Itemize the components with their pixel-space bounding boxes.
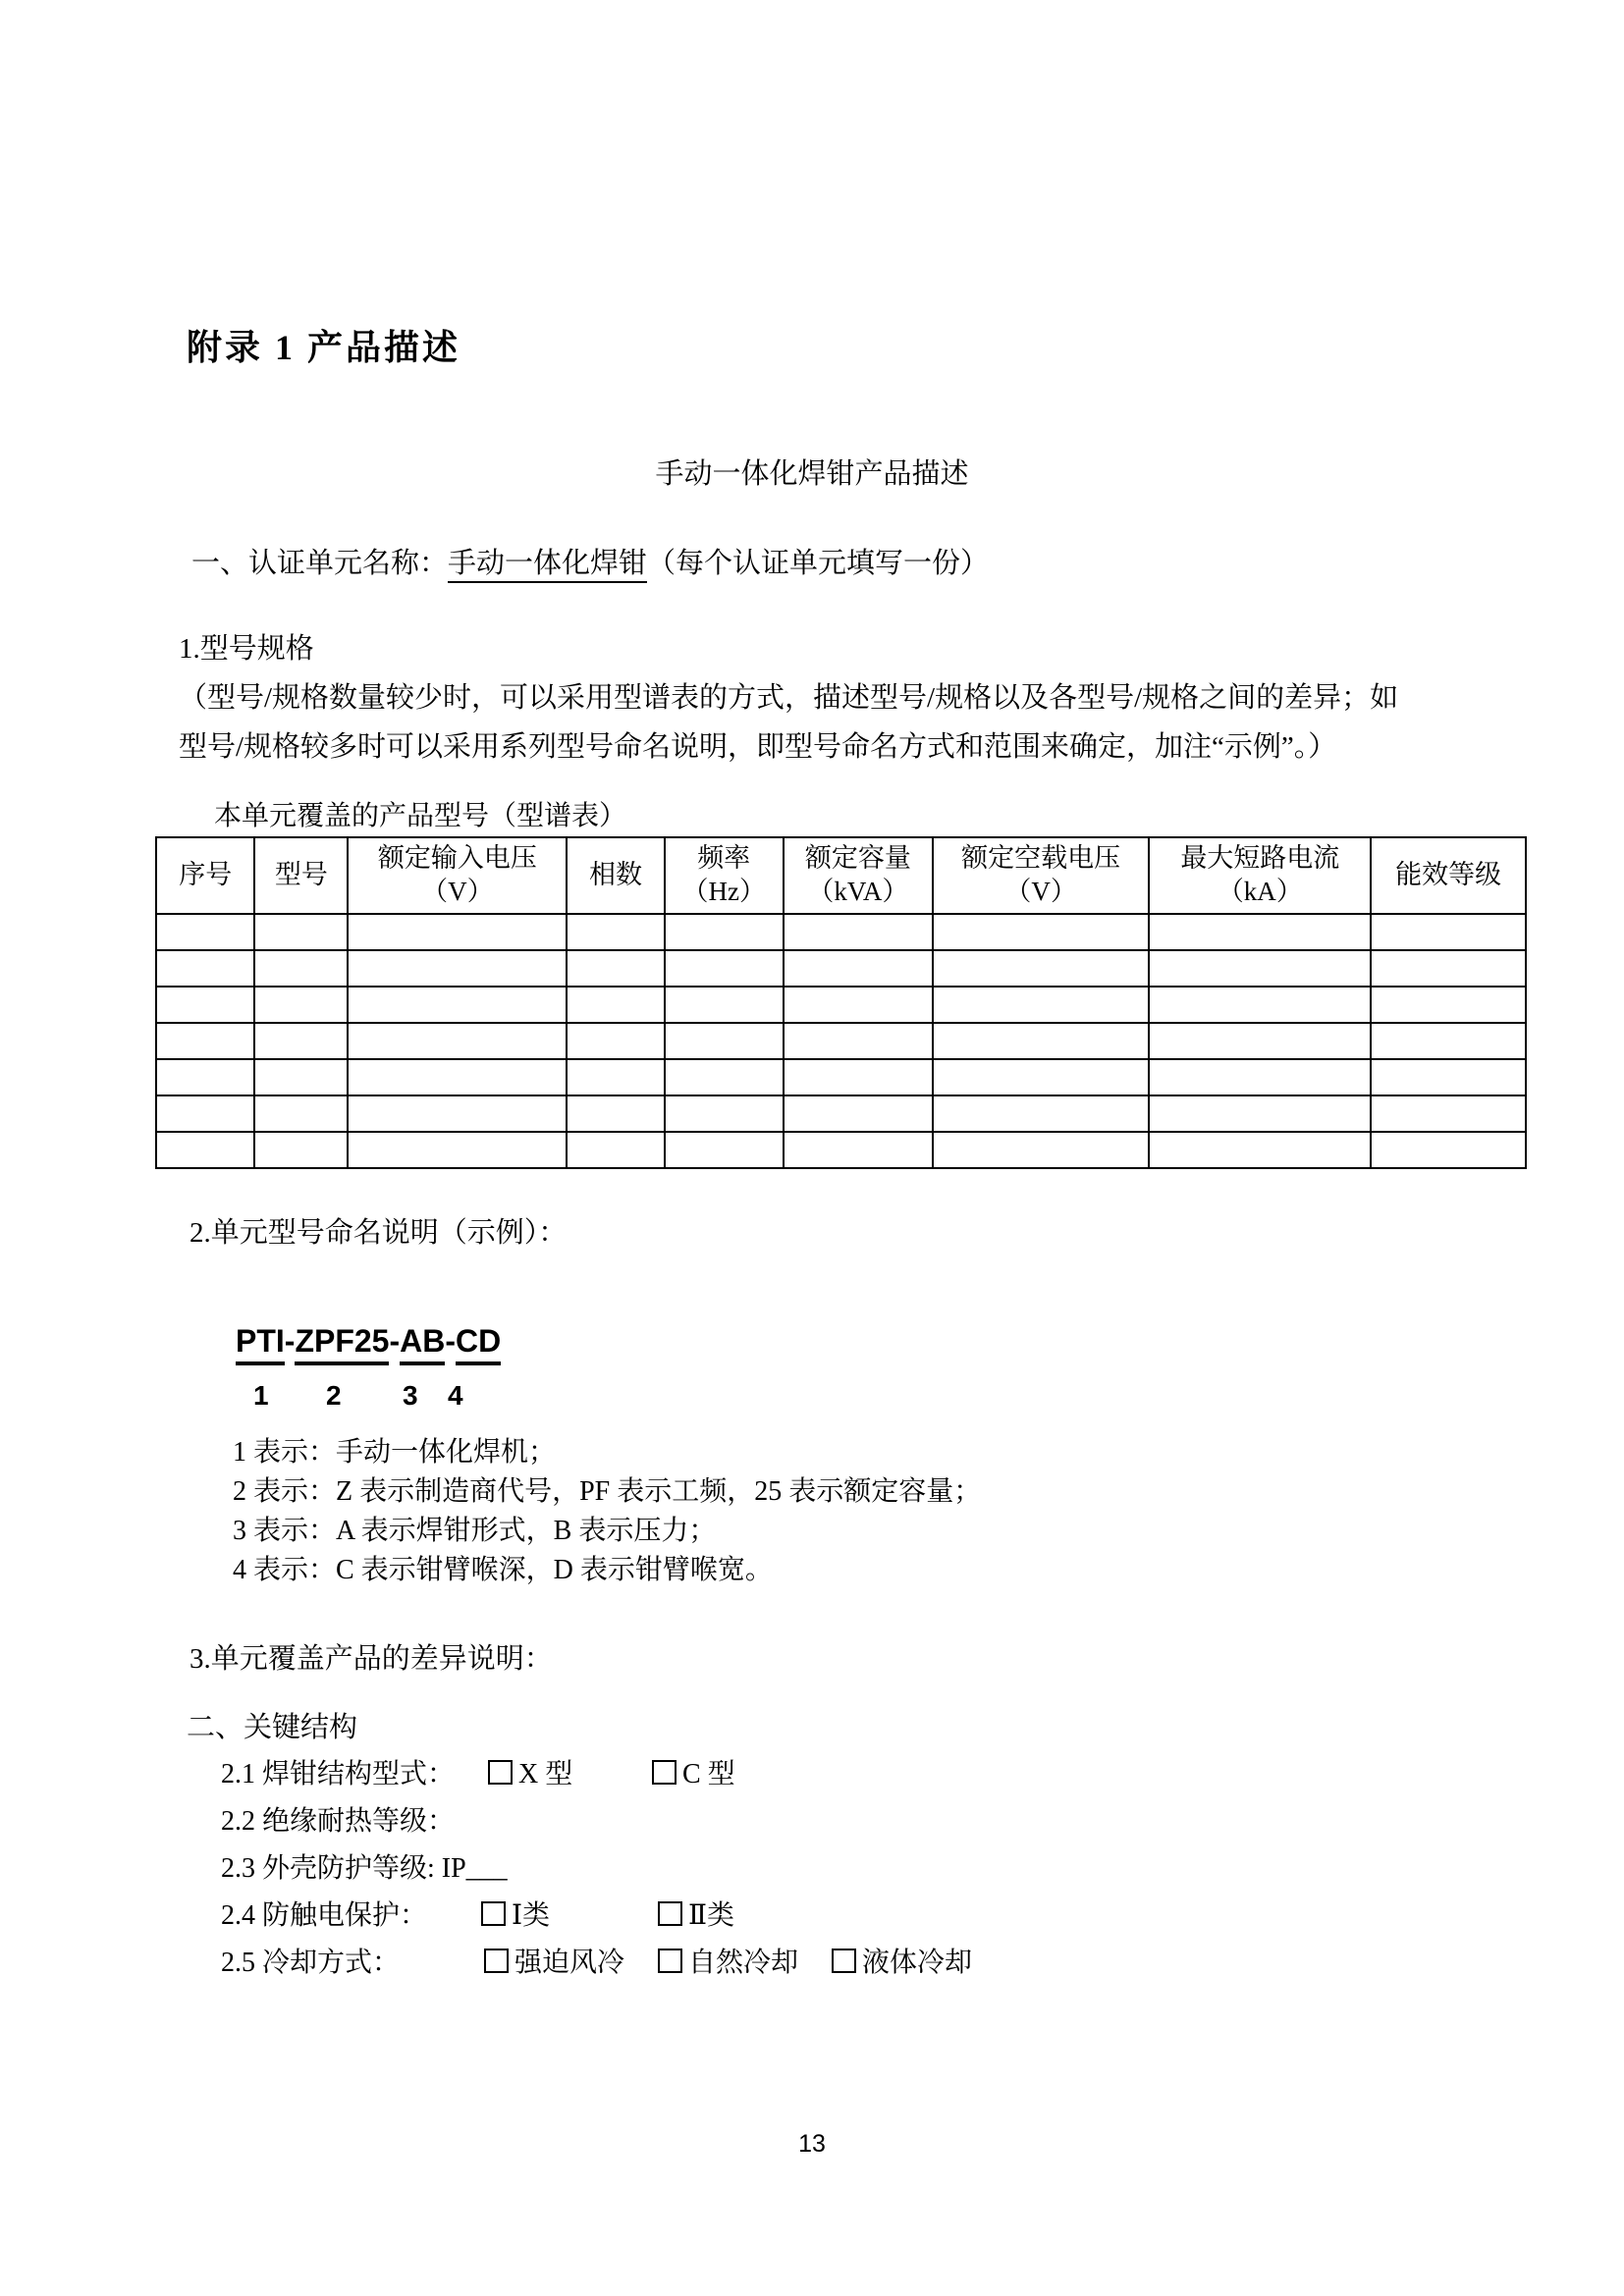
- model-segment-3: AB: [400, 1323, 445, 1365]
- option-class-ii: [658, 1898, 734, 1933]
- spec-col-header-phases: 相数: [567, 837, 664, 914]
- spec-table-row: [156, 987, 1526, 1023]
- spec-table-cell-empty: [156, 987, 254, 1023]
- item-2-4-label: 2.4 防触电保护：: [221, 1900, 428, 1931]
- spec-table-cell-empty: [348, 950, 567, 987]
- spec-table-cell-empty: [665, 950, 784, 987]
- model-position-numbers: [236, 1380, 511, 1414]
- spec-col-header-max-short-circuit-current: 最大短路电流 （kA）: [1149, 837, 1371, 914]
- spec-col-header-rated-input-voltage: 额定输入电压 （V）: [348, 837, 567, 914]
- option-label: 自然冷却: [688, 1948, 799, 1978]
- spec-table-cell-empty: [348, 1132, 567, 1168]
- spec-table-cell-empty: [1371, 1132, 1526, 1168]
- spec-table-cell-empty: [348, 914, 567, 950]
- certification-unit-line: [191, 546, 989, 581]
- spec-table-cell-empty: [933, 950, 1149, 987]
- position-number-4: 4: [448, 1380, 463, 1411]
- key-structure-item-2-1: [221, 1757, 735, 1791]
- spec-table-cell-empty: [665, 914, 784, 950]
- page-number: 13: [798, 2130, 826, 2158]
- spec-table-cell-empty: [784, 987, 933, 1023]
- spec-table-cell-empty: [254, 987, 348, 1023]
- model-segment-1: PTI: [236, 1323, 285, 1365]
- option-class-i: [481, 1898, 550, 1933]
- spec-table-cell-empty: [933, 1059, 1149, 1095]
- position-number-3: 3: [403, 1380, 418, 1411]
- spec-col-header-energy-efficiency-grade: 能效等级: [1371, 837, 1526, 914]
- spec-col-header-rated-no-load-voltage: 额定空载电压 （V）: [933, 837, 1149, 914]
- model-explanation-3: 3 表示：A 表示焊钳形式，B 表示压力；: [233, 1516, 717, 1546]
- spec-table-cell-empty: [254, 950, 348, 987]
- spec-table-cell-empty: [665, 1132, 784, 1168]
- spec-table-cell-empty: [348, 1059, 567, 1095]
- spec-table-cell-empty: [665, 1059, 784, 1095]
- model-separator: -: [284, 1323, 296, 1359]
- key-structure-item-2-3: [221, 1851, 508, 1886]
- position-number-1: 1: [253, 1380, 269, 1411]
- spec-table-cell-empty: [665, 1095, 784, 1132]
- spec-table-cell-empty: [784, 914, 933, 950]
- spec-table-cell-empty: [254, 1095, 348, 1132]
- checkbox-unchecked-icon: [832, 1949, 856, 1973]
- spec-col-header-model: 型号: [254, 837, 348, 914]
- checkbox-unchecked-icon: [488, 1760, 513, 1785]
- spec-col-header-rated-capacity: 额定容量 （kVA）: [784, 837, 933, 914]
- spec-table-cell-empty: [156, 1059, 254, 1095]
- spec-table-cell-empty: [1149, 950, 1371, 987]
- spec-table-cell-empty: [665, 1023, 784, 1059]
- spec-table-cell-empty: [1149, 1132, 1371, 1168]
- spec-table-cell-empty: [665, 987, 784, 1023]
- item-2-2-label: 2.2 绝缘耐热等级：: [221, 1806, 456, 1837]
- option-liquid-cooling: [832, 1946, 972, 1980]
- option-label: X 型: [518, 1759, 573, 1789]
- spec-table-cell-empty: [1149, 987, 1371, 1023]
- spec-table-cell-empty: [254, 1023, 348, 1059]
- model-separator: -: [445, 1323, 456, 1359]
- spec-table-cell-empty: [567, 914, 664, 950]
- spec-col-header-index: 序号: [156, 837, 254, 914]
- spec-col-header-frequency: 频率 （Hz）: [665, 837, 784, 914]
- spec-table-cell-empty: [348, 987, 567, 1023]
- key-structure-item-2-4: [221, 1898, 735, 1933]
- spec-table-cell-empty: [1149, 1095, 1371, 1132]
- spec-table-cell-empty: [784, 1132, 933, 1168]
- spec-table-cell-empty: [784, 1023, 933, 1059]
- spec-table-cell-empty: [933, 914, 1149, 950]
- spec-table-cell-empty: [156, 1095, 254, 1132]
- spec-table-cell-empty: [1149, 1059, 1371, 1095]
- item-2-1-label: 2.1 焊钳结构型式：: [221, 1759, 456, 1789]
- key-structure-item-2-5: [221, 1946, 973, 1980]
- item-2-3-label: 2.3 外壳防护等级: IP___: [221, 1853, 508, 1884]
- spec-table-cell-empty: [1371, 1095, 1526, 1132]
- spec-table-cell-empty: [1149, 1023, 1371, 1059]
- spec-table-cell-empty: [1371, 950, 1526, 987]
- spec-table-cell-empty: [567, 987, 664, 1023]
- checkbox-unchecked-icon: [652, 1760, 677, 1785]
- spec-table-cell-empty: [933, 1132, 1149, 1168]
- document-subtitle: 手动一体化焊钳产品描述: [655, 458, 969, 490]
- item-1-heading: 1.型号规格: [179, 633, 314, 665]
- spec-table-cell-empty: [254, 1059, 348, 1095]
- certification-unit-note: （每个认证单元填写一份）: [647, 548, 990, 579]
- spec-table-cell-empty: [933, 987, 1149, 1023]
- option-label: 液体冷却: [862, 1948, 973, 1978]
- model-separator: -: [389, 1323, 401, 1359]
- spec-table-cell-empty: [348, 1095, 567, 1132]
- spec-table-cell-empty: [784, 950, 933, 987]
- certification-unit-label: 一、认证单元名称：: [191, 548, 449, 579]
- spec-table-cell-empty: [156, 950, 254, 987]
- model-segment-2: ZPF25: [295, 1323, 389, 1365]
- spec-table: [155, 836, 1527, 1169]
- appendix-title: 附录 1 产品描述: [187, 328, 461, 367]
- spec-table-cell-empty: [784, 1095, 933, 1132]
- spec-table-row: [156, 1059, 1526, 1095]
- spec-table-header-row: [156, 837, 1526, 914]
- key-structure-item-2-2: [221, 1804, 455, 1839]
- spec-table-row: [156, 1132, 1526, 1168]
- option-label: 强迫风冷: [514, 1948, 625, 1978]
- section-2-heading: 二、关键结构: [187, 1712, 358, 1743]
- spec-table-cell-empty: [254, 1132, 348, 1168]
- spec-table-row: [156, 1023, 1526, 1059]
- spec-table-cell-empty: [567, 950, 664, 987]
- item-1-note-line-2: 型号/规格较多时可以采用系列型号命名说明，即型号命名方式和范围来确定，加注“示例”。）: [179, 731, 1337, 763]
- spec-table-cell-empty: [567, 1023, 664, 1059]
- spec-table-cell-empty: [156, 1132, 254, 1168]
- option-c-type: [652, 1757, 735, 1791]
- certification-unit-name: 手动一体化焊钳: [448, 548, 647, 583]
- item-2-5-label: 2.5 冷却方式：: [221, 1948, 401, 1978]
- spec-table-cell-empty: [933, 1023, 1149, 1059]
- position-number-2: 2: [326, 1380, 342, 1411]
- spec-table-cell-empty: [1149, 914, 1371, 950]
- spec-table-caption: 本单元覆盖的产品型号（型谱表）: [214, 801, 627, 831]
- option-label: Ⅰ类: [512, 1900, 551, 1931]
- spec-table-cell-empty: [567, 1059, 664, 1095]
- spec-table-cell-empty: [254, 914, 348, 950]
- spec-table-row: [156, 1095, 1526, 1132]
- spec-table-cell-empty: [567, 1095, 664, 1132]
- spec-table-cell-empty: [348, 1023, 567, 1059]
- item-2-heading: 2.单元型号命名说明（示例）：: [189, 1217, 568, 1249]
- spec-table-cell-empty: [1371, 1059, 1526, 1095]
- item-3-heading: 3.单元覆盖产品的差异说明：: [189, 1643, 553, 1675]
- model-code-example: [236, 1323, 501, 1360]
- option-forced-air-cooling: [484, 1946, 624, 1980]
- spec-table-cell-empty: [156, 914, 254, 950]
- spec-table-cell-empty: [567, 1132, 664, 1168]
- model-explanation-4: 4 表示：C 表示钳臂喉深，D 表示钳臂喉宽。: [233, 1555, 773, 1585]
- spec-table-row: [156, 950, 1526, 987]
- spec-table-cell-empty: [1371, 987, 1526, 1023]
- spec-table-cell-empty: [156, 1023, 254, 1059]
- option-label: C 型: [682, 1759, 735, 1789]
- option-natural-cooling: [658, 1946, 798, 1980]
- spec-table-cell-empty: [933, 1095, 1149, 1132]
- spec-table-empty-rows: [156, 914, 1526, 1168]
- option-x-type: [488, 1757, 572, 1791]
- checkbox-unchecked-icon: [658, 1901, 682, 1926]
- checkbox-unchecked-icon: [481, 1901, 506, 1926]
- option-label: Ⅱ类: [688, 1900, 735, 1931]
- spec-table-cell-empty: [1371, 914, 1526, 950]
- item-1-note-line-1: （型号/规格数量较少时，可以采用型谱表的方式，描述型号/规格以及各型号/规格之间的差异；如: [179, 682, 1399, 714]
- model-explanation-1: 1 表示：手动一体化焊机；: [233, 1437, 557, 1468]
- model-explanation-2: 2 表示：Z 表示制造商代号，PF 表示工频，25 表示额定容量；: [233, 1476, 982, 1507]
- spec-table-cell-empty: [784, 1059, 933, 1095]
- checkbox-unchecked-icon: [484, 1949, 509, 1973]
- spec-table-cell-empty: [1371, 1023, 1526, 1059]
- spec-table-row: [156, 914, 1526, 950]
- checkbox-unchecked-icon: [658, 1949, 682, 1973]
- model-segment-4: CD: [456, 1323, 501, 1365]
